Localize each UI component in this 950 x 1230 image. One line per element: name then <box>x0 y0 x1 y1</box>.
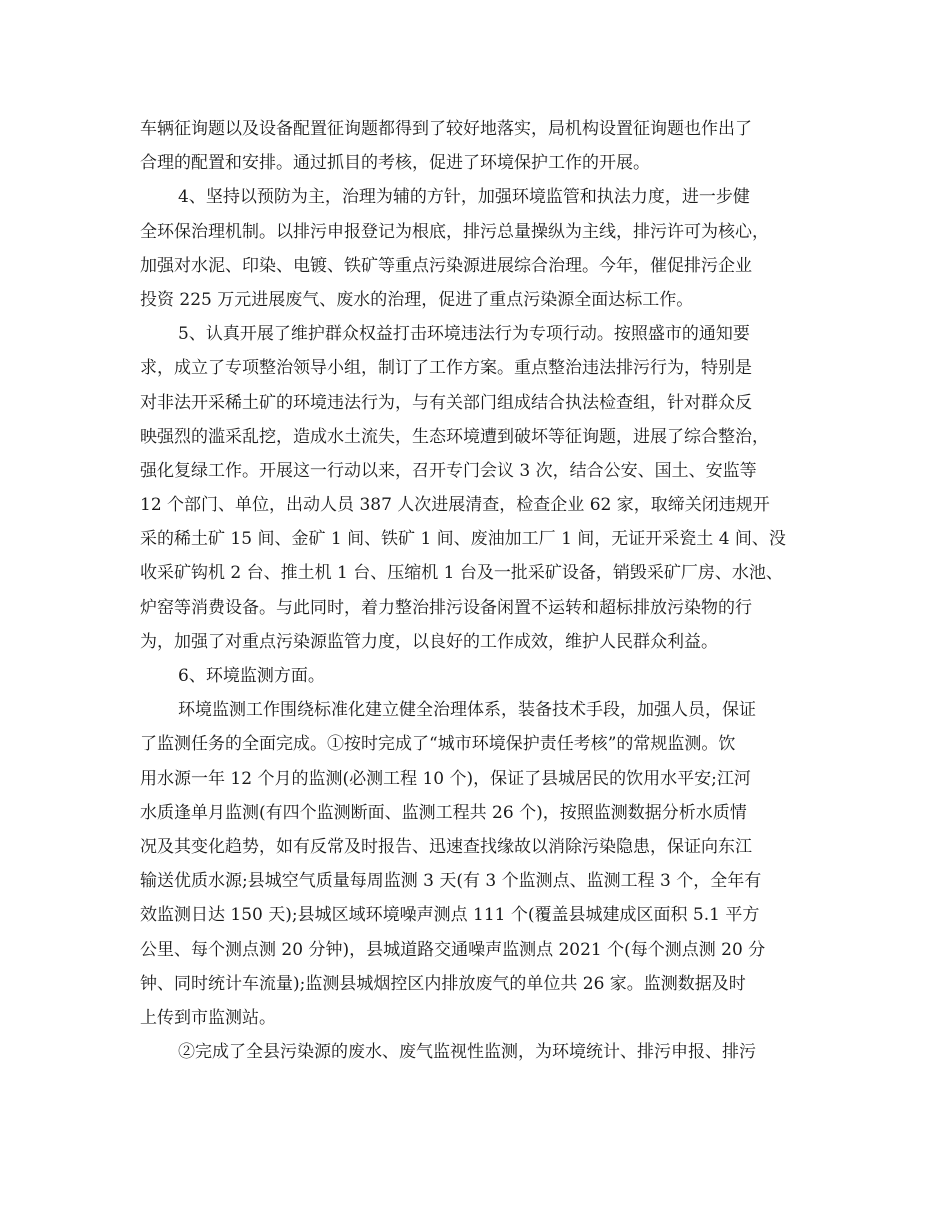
text-line: 水质逢单月监测(有四个监测断面、监测工程共 26 个)，按照监测数据分析水质情 <box>140 802 747 823</box>
text-line: 采的稀土矿 15 间、金矿 1 间、铁矿 1 间、废油加工厂 1 间，无证开采瓷土 4 间、没 <box>140 529 786 550</box>
paragraph <box>140 1035 830 1069</box>
text-line: 用水源一年 12 个月的监测(必测工程 10 个)，保证了县城居民的饮用水平安;江河 <box>140 768 751 789</box>
text-line: 输送优质水源;县城空气质量每周监测 3 天(有 3 个监测点、监测工程 3 个，全年有 <box>140 871 762 892</box>
text-line: 收采矿钩机 2 台、推土机 1 台、压缩机 1 台及一批采矿设备，销毁采矿厂房、水池、 <box>140 563 783 584</box>
text-line: 车辆征询题以及设备配置征询题都得到了较好地落实，局机构设置征询题也作出了 <box>140 119 752 139</box>
text-line: 4、坚持以预防为主，治理为辅的方针，加强环境监管和执法力度，进一步健 <box>178 187 750 208</box>
paragraph <box>140 317 830 659</box>
paragraph <box>140 693 830 1035</box>
text-line: 强化复绿工作。开展这一行动以来，召开专门会议 3 次，结合公安、国土、安监等 <box>140 460 757 481</box>
text-line: ②完成了全县污染源的废水、废气监视性监测，为环境统计、排污申报、排污 <box>178 1042 756 1063</box>
text-line: 对非法开采稀土矿的环境违法行为，与有关部门组成结合执法检查组，针对群众反 <box>140 392 752 413</box>
text-line: 况及其变化趋势，如有反常及时报告、迅速查找缘故以消除污染隐患，保证向东江 <box>140 836 752 857</box>
text-line: 钟、同时统计车流量);监测县城烟控区内排放废气的单位共 26 家。监测数据及时 <box>140 973 746 994</box>
text-line: 投资 225 万元进展废气、废水的治理，促进了重点污染源全面达标工作。 <box>140 289 694 310</box>
text-line: 12 个部门、单位，出动人员 387 人次进展清查，检查企业 62 家，取缔关闭违规开 <box>140 495 770 516</box>
text-line: 为，加强了对重点污染源监管力度，以良好的工作成效，维护人民群众利益。 <box>140 631 718 652</box>
text-line: 合理的配置和安排。通过抓目的考核，促进了环境保护工作的开展。 <box>140 153 650 174</box>
text-line: 6、环境监测方面。 <box>178 666 325 686</box>
document-body <box>140 112 830 1069</box>
section-heading <box>140 659 830 693</box>
text-line: 上传到市监测站。 <box>140 1007 276 1028</box>
text-line: 效监测日达 150 天);县城区域环境噪声测点 111 个(覆盖县城建成区面积 5.1 平方 <box>140 905 760 926</box>
text-line: 环境监测工作围绕标准化建立健全治理体系，装备技术手段，加强人员，保证 <box>178 700 756 721</box>
text-line: 5、认真开展了维护群众权益打击环境违法行为专项行动。按照盛市的通知要 <box>178 324 750 345</box>
text-line: 映强烈的滥采乱挖，造成水土流失，生态环境遭到破坏等征询题，进展了综合整治， <box>140 426 769 447</box>
paragraph <box>140 180 830 317</box>
text-line: 公里、每个测点测 20 分钟)，县城道路交通噪声监测点 2021 个(每个测点测 20 分 <box>140 939 766 960</box>
text-line: 求，成立了专项整治领导小组，制订了工作方案。重点整治违法排污行为，特别是 <box>140 358 752 379</box>
text-line: 全环保治理机制。以排污申报登记为根底，排污总量操纵为主线，排污许可为核心， <box>140 221 769 242</box>
text-line: 炉窑等消费设备。与此同时，着力整治排污设备闲置不运转和超标排放污染物的行 <box>140 597 752 618</box>
paragraph <box>140 112 830 180</box>
text-line: 加强对水泥、印染、电镀、铁矿等重点污染源进展综合治理。今年，催促排污企业 <box>140 255 752 276</box>
text-line: 了监测任务的全面完成。①按时完成了“城市环境保护责任考核”的常规监测。饮 <box>140 734 736 755</box>
